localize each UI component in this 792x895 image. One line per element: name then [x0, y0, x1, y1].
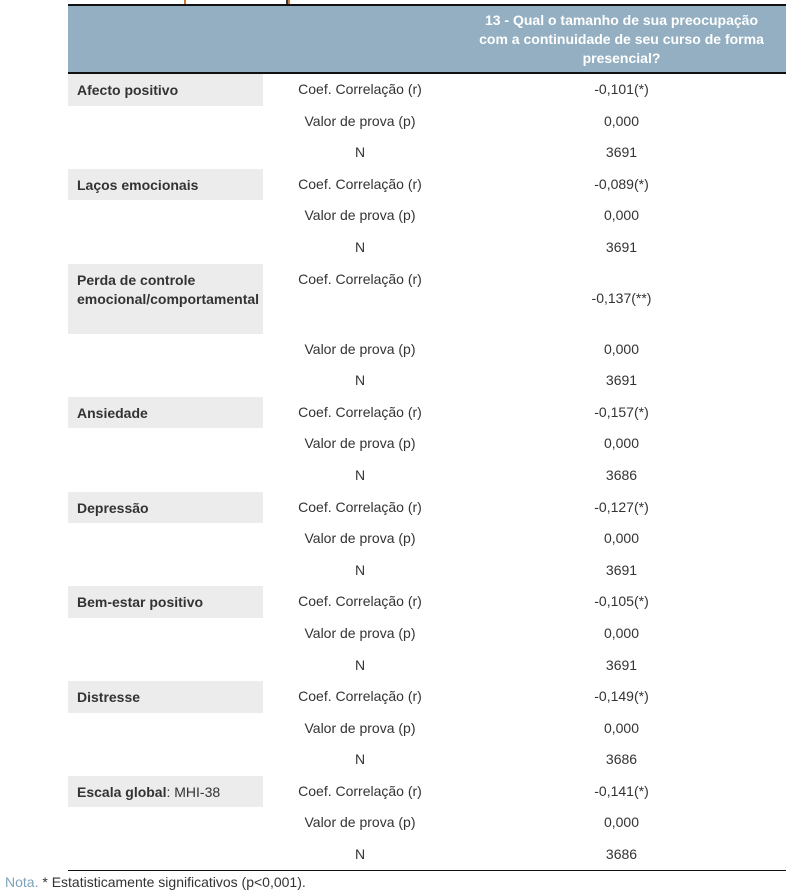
stat-label-p: Valor de prova (p) — [304, 112, 416, 129]
value-n: 3691 — [605, 238, 638, 255]
stat-label-r: Coef. Correlação (r) — [298, 270, 422, 287]
header-variable — [68, 5, 263, 73]
stat-label-n: N — [354, 561, 366, 578]
value-n: 3691 — [605, 372, 638, 389]
stat-label-r: Coef. Correlação (r) — [298, 593, 422, 610]
stat-label-p: Valor de prova (p) — [304, 624, 416, 641]
group-label-bold: Escala global — [77, 783, 167, 800]
stat-label-r: Coef. Correlação (r) — [298, 81, 422, 97]
group-label: Afecto positivo — [68, 73, 263, 106]
table-bottom-rule — [68, 870, 786, 871]
value-n: 3691 — [605, 561, 638, 578]
value-n: 3691 — [605, 144, 638, 161]
value-r: -0,137(**) — [591, 290, 652, 307]
value-p: 0,000 — [603, 719, 640, 736]
table-row — [68, 492, 786, 524]
stat-label-p: Valor de prova (p) — [304, 340, 416, 357]
group-label-rest: : MHI-38 — [166, 783, 221, 800]
group-label: Depressão — [68, 492, 263, 524]
group-label: Laços emocionais — [68, 169, 263, 201]
value-p: 0,000 — [603, 340, 640, 357]
value-r: -0,141(*) — [594, 782, 649, 799]
table-row — [68, 334, 786, 366]
table-row — [68, 776, 786, 808]
value-p: 0,000 — [603, 207, 640, 224]
table-header-row — [68, 5, 786, 73]
stat-label-p: Valor de prova (p) — [304, 530, 416, 547]
value-n: 3691 — [605, 656, 638, 673]
table-row — [68, 713, 786, 745]
value-r: -0,127(*) — [594, 498, 649, 515]
value-n: 3686 — [605, 466, 638, 483]
stat-label-n: N — [354, 846, 366, 863]
table-row — [68, 460, 786, 492]
stat-label-p: Valor de prova (p) — [304, 207, 416, 224]
value-p: 0,000 — [603, 814, 640, 831]
group-label: Distresse — [68, 681, 263, 713]
table-row — [68, 200, 786, 232]
table-row — [68, 839, 786, 871]
stat-label-n: N — [354, 466, 366, 483]
stat-label-p: Valor de prova (p) — [304, 814, 416, 831]
stat-label-p: Valor de prova (p) — [304, 719, 416, 736]
stat-label-n: N — [354, 372, 366, 389]
table-row — [68, 681, 786, 713]
value-p: 0,000 — [603, 530, 640, 547]
value-p: 0,000 — [603, 435, 640, 452]
value-r: -0,149(*) — [594, 688, 649, 705]
table-row — [68, 397, 786, 429]
value-p: 0,000 — [603, 624, 640, 641]
table-row — [68, 73, 786, 106]
table-row — [68, 106, 786, 138]
table-row — [68, 523, 786, 555]
group-label: Ansiedade — [68, 397, 263, 429]
value-n: 3686 — [605, 846, 638, 863]
stat-label-n: N — [354, 144, 366, 161]
value-r: -0,101(*) — [594, 81, 649, 97]
stat-label-n: N — [354, 656, 366, 673]
table-row — [68, 650, 786, 682]
group-label: Bem-estar positivo — [68, 586, 263, 618]
stat-label-n: N — [354, 238, 366, 255]
stat-label-r: Coef. Correlação (r) — [298, 175, 422, 192]
correlation-table — [68, 4, 786, 871]
table-row — [68, 618, 786, 650]
stat-label-p: Valor de prova (p) — [304, 435, 416, 452]
table-row — [68, 365, 786, 397]
table-row — [68, 807, 786, 839]
value-r: -0,157(*) — [594, 403, 649, 420]
note-text: * Estatisticamente significativos (p<0,001). — [38, 874, 306, 890]
table-row — [68, 137, 786, 169]
value-r: -0,089(*) — [594, 175, 649, 192]
stat-label-n: N — [354, 751, 366, 768]
stat-label-r: Coef. Correlação (r) — [298, 498, 422, 515]
table-note — [5, 874, 306, 890]
stat-label-r: Coef. Correlação (r) — [298, 403, 422, 420]
value-r: -0,105(*) — [594, 593, 649, 610]
group-label: Perda de controle emocional/comportamental — [68, 264, 263, 334]
stat-label-r: Coef. Correlação (r) — [298, 782, 422, 799]
table-row — [68, 744, 786, 776]
table-row — [68, 555, 786, 587]
value-p: 0,000 — [603, 112, 640, 129]
table-row — [68, 586, 786, 618]
group-label — [68, 776, 263, 808]
note-prefix: Nota. — [5, 874, 39, 890]
stat-label-r: Coef. Correlação (r) — [298, 688, 422, 705]
table-row — [68, 264, 786, 334]
value-n: 3686 — [605, 751, 638, 768]
table-row — [68, 232, 786, 264]
table-row — [68, 428, 786, 460]
header-statistic — [263, 5, 457, 73]
header-question-13: 13 - Qual o tamanho de sua preocupação com a continuidade de seu curso de forma presencial? — [479, 11, 764, 66]
table-row — [68, 169, 786, 201]
